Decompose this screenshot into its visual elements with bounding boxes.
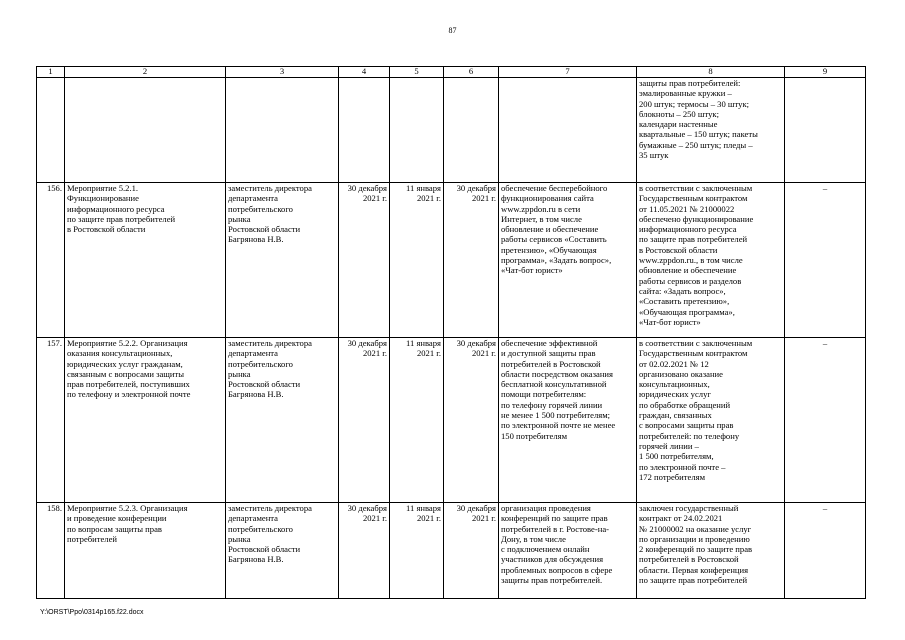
end-date-cell: 11 января 2021 г. xyxy=(390,503,444,599)
file-path-footer: Y:\ORST\Ppo\0314p165.f22.docx xyxy=(40,609,144,616)
column-header: 9 xyxy=(785,67,866,78)
executor-cell: заместитель директора департамента потребительского рынка Ростовской области Багрянова Н.В. xyxy=(226,503,339,599)
column-header-row xyxy=(37,67,866,78)
event-cell: Мероприятие 5.2.3. Организация и проведение конференции по вопросам защиты прав потребителей xyxy=(65,503,226,599)
note-cell: – xyxy=(785,183,866,338)
event-cell: Мероприятие 5.2.1. Функционирование информационного ресурса по защите прав потребителей в Ростовской области xyxy=(65,183,226,338)
expected-result-cell: обеспечение эффективной и доступной защиты прав потребителей в Ростовской области посредством оказания бесплатной консультативной помощи потребителям: по телефону горячей линии не менее 1 500 потребителям; по электронной почте не менее 150 потребителям xyxy=(499,338,637,503)
table-row xyxy=(37,338,866,503)
column-header: 8 xyxy=(637,67,785,78)
cell-empty xyxy=(785,78,866,183)
report-table xyxy=(36,66,866,599)
result-cell: защиты прав потребителей: эмалированные кружки – 200 штук; термосы – 30 штук; блокноты – 250 штук; календари настенные квартальные – 150 штук; пакеты бумажные – 250 штук; пледы – 35 штук xyxy=(637,78,785,183)
event-cell: Мероприятие 5.2.2. Организация оказания консультационных, юридических услуг гражданам, связанным с вопросами защиты прав потребителей, поступивших по телефону и электронной почте xyxy=(65,338,226,503)
end-date-cell: 11 января 2021 г. xyxy=(390,338,444,503)
continuation-row xyxy=(37,78,866,183)
table-row xyxy=(37,503,866,599)
end-date-cell: 11 января 2021 г. xyxy=(390,183,444,338)
column-header: 3 xyxy=(226,67,339,78)
cell-empty xyxy=(339,78,390,183)
executor-cell: заместитель директора департамента потребительского рынка Ростовской области Багрянова Н.В. xyxy=(226,338,339,503)
cell-empty xyxy=(37,78,65,183)
deadline-cell: 30 декабря 2021 г. xyxy=(444,183,499,338)
cell-empty xyxy=(226,78,339,183)
deadline-cell: 30 декабря 2021 г. xyxy=(444,503,499,599)
column-header: 1 xyxy=(37,67,65,78)
column-header: 2 xyxy=(65,67,226,78)
cell-empty xyxy=(444,78,499,183)
row-number: 156. xyxy=(37,183,65,338)
table-row xyxy=(37,183,866,338)
note-cell: – xyxy=(785,503,866,599)
start-date-cell: 30 декабря 2021 г. xyxy=(339,503,390,599)
expected-result-cell: обеспечение бесперебойного функционирования сайта www.zppdon.ru в сети Интернет, в том числе обновление и обеспечение работы сервисов «Составить претензию», «Обучающая программа», «Задать вопрос», «Чат-бот юрист» xyxy=(499,183,637,338)
start-date-cell: 30 декабря 2021 г. xyxy=(339,183,390,338)
cell-empty xyxy=(499,78,637,183)
result-cell: в соответствии с заключенным Государственным контрактом от 02.02.2021 № 12 организовано оказание консультационных, юридических услуг по обработке обращений граждан, связанных с вопросами защиты прав потребителей: по телефону горячей линии – 1 500 потребителям, по электронной почте – 172 потребителям xyxy=(637,338,785,503)
start-date-cell: 30 декабря 2021 г. xyxy=(339,338,390,503)
column-header: 7 xyxy=(499,67,637,78)
expected-result-cell: организация проведения конференций по защите прав потребителей в г. Ростове-на- Дону, в том числе с подключением онлайн участников для обсуждения проблемных вопросов в сфере защиты прав потребителей. xyxy=(499,503,637,599)
result-cell: заключен государственный контракт от 24.02.2021 № 21000002 на оказание услуг по организации и проведению 2 конференций по защите прав потребителей в Ростовской области. Первая конференция по защите прав потребителей xyxy=(637,503,785,599)
page-number: 87 xyxy=(448,26,457,35)
column-header: 6 xyxy=(444,67,499,78)
note-cell: – xyxy=(785,338,866,503)
row-number: 158. xyxy=(37,503,65,599)
deadline-cell: 30 декабря 2021 г. xyxy=(444,338,499,503)
result-cell: в соответствии с заключенным Государственным контрактом от 11.05.2021 № 21000022 обеспечено функционирование информационного ресурса по защите прав потребителей в Ростовской области www.zppdon.ru., в том числе обновление и обеспечение работы сервисов и разделов сайта: «Задать вопрос», «Составить претензию», «Обучающая программа», «Чат-бот юрист» xyxy=(637,183,785,338)
executor-cell: заместитель директора департамента потребительского рынка Ростовской области Багрянова Н.В. xyxy=(226,183,339,338)
column-header: 5 xyxy=(390,67,444,78)
cell-empty xyxy=(390,78,444,183)
row-number: 157. xyxy=(37,338,65,503)
cell-empty xyxy=(65,78,226,183)
column-header: 4 xyxy=(339,67,390,78)
